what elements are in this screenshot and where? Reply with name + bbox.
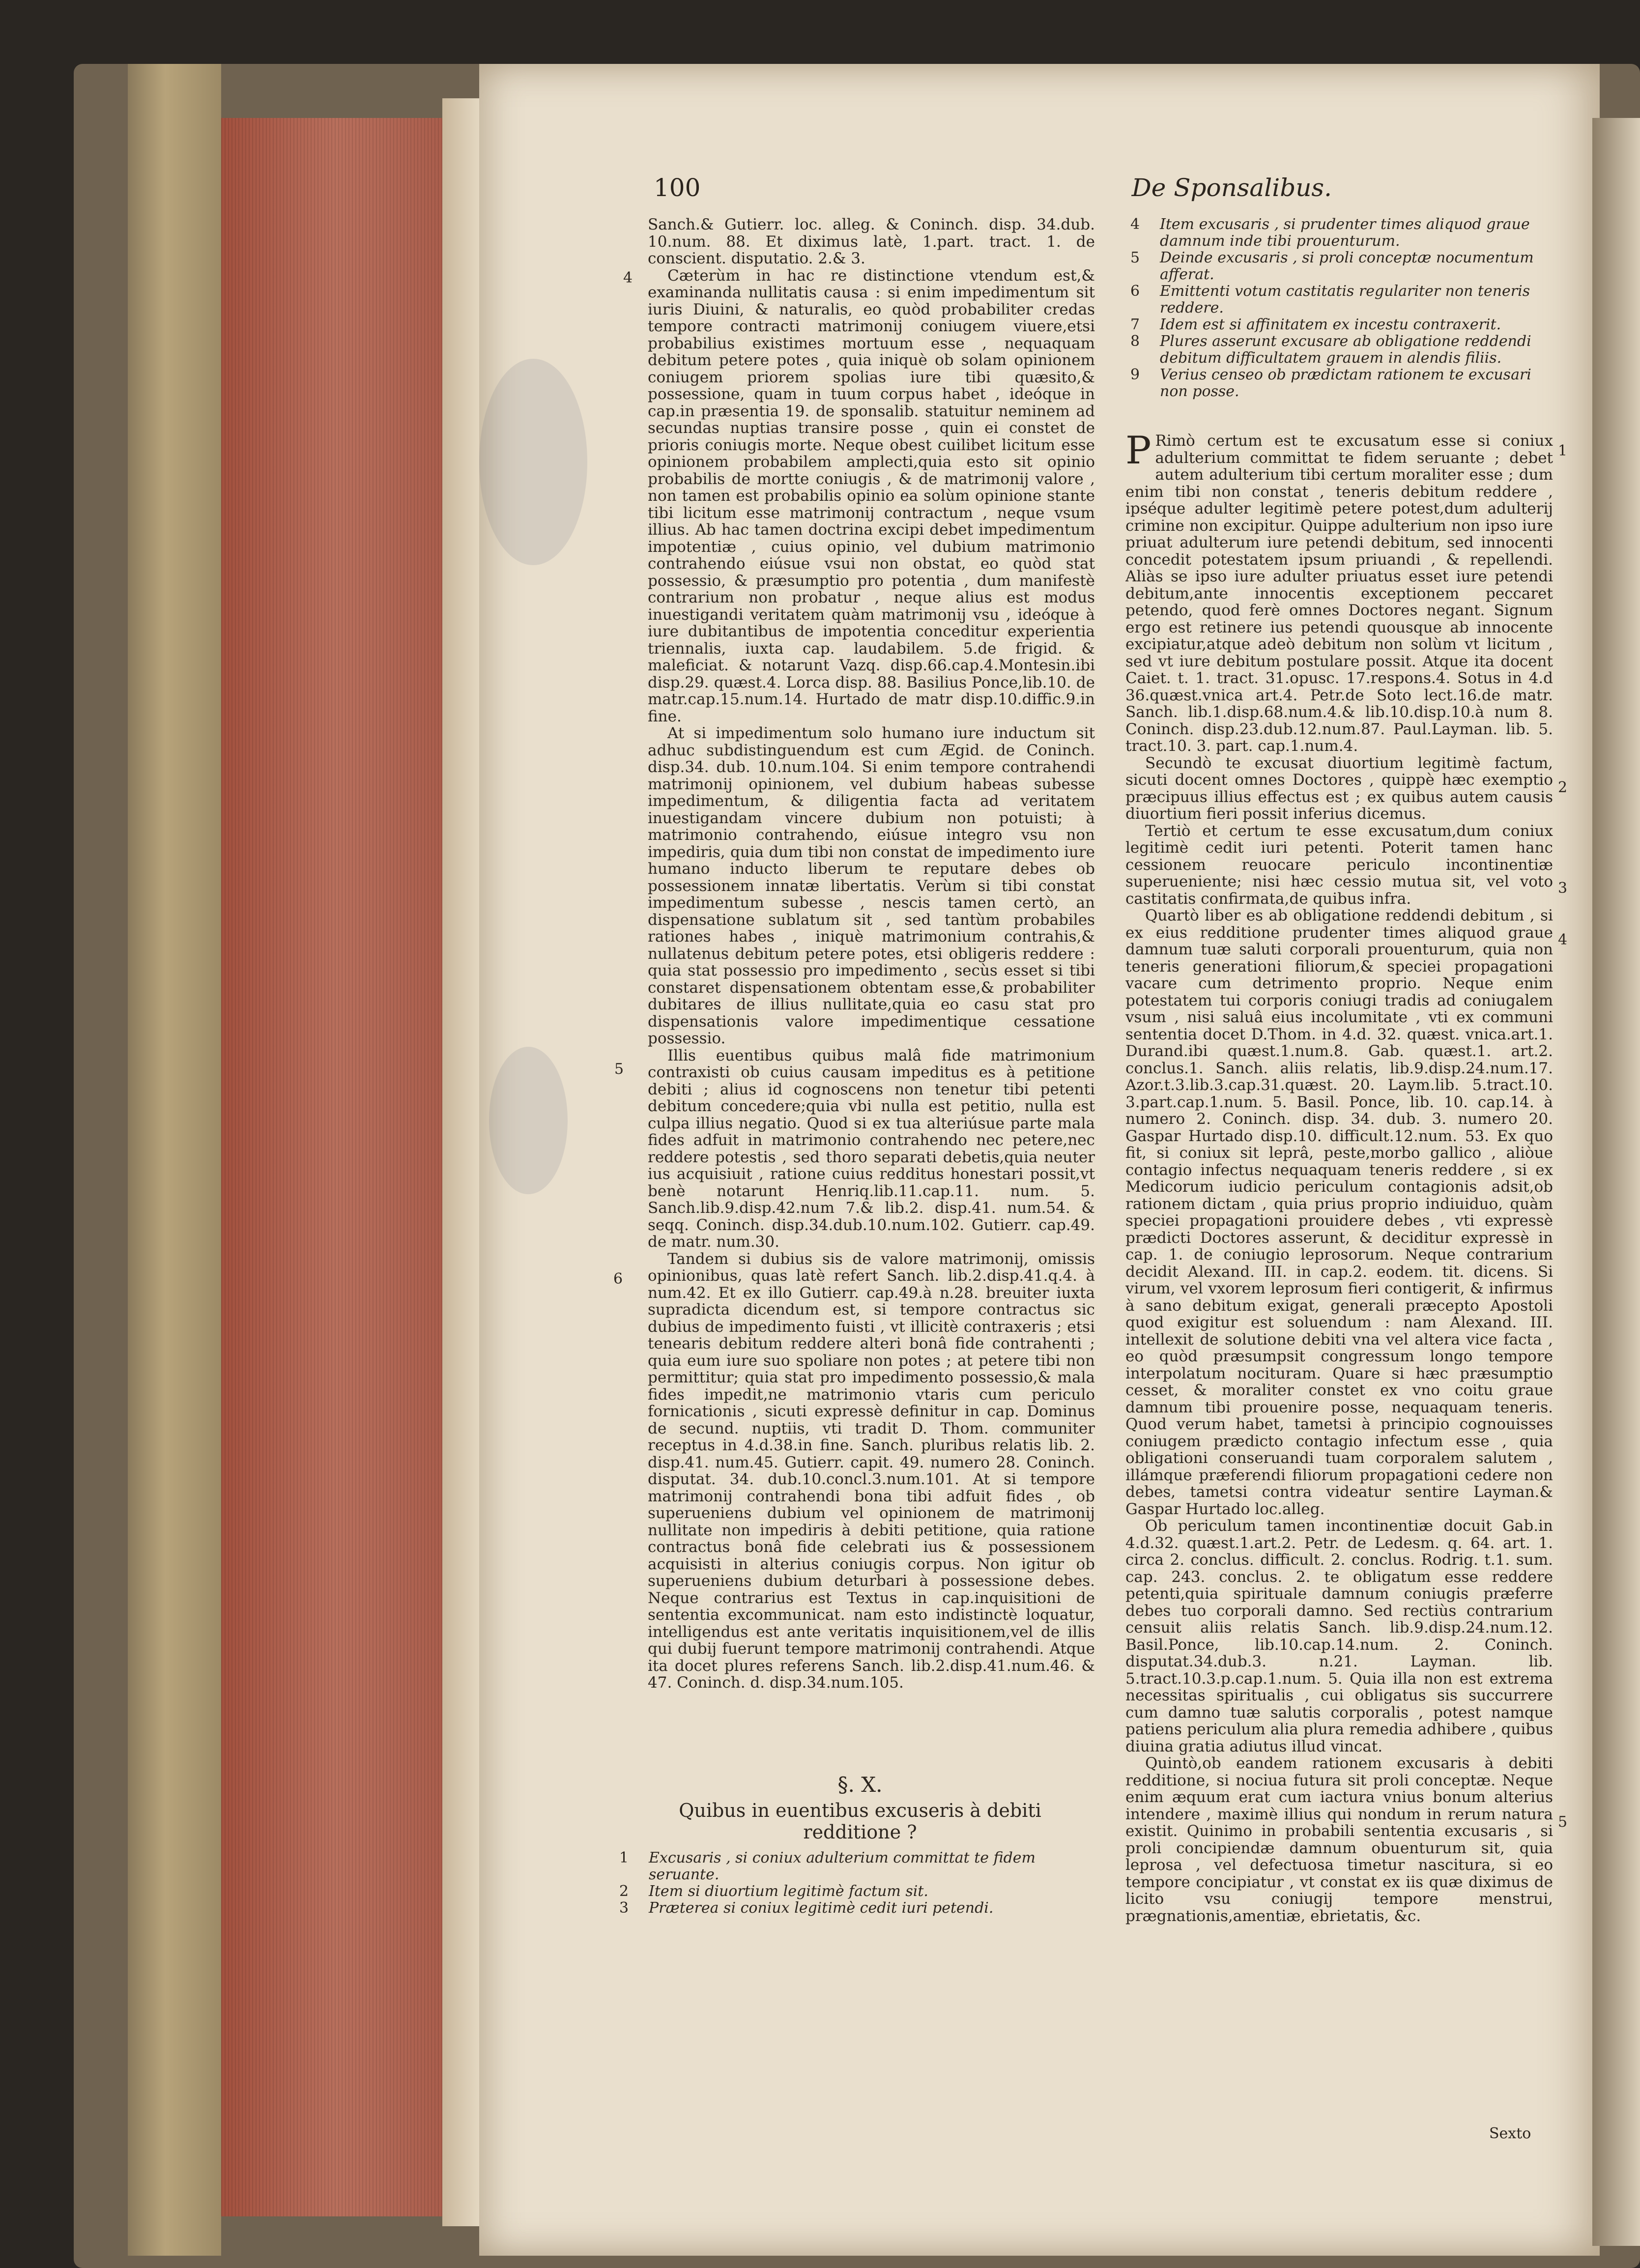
paragraph: Cæterùm in hac re distinctione vtendum est,& examinanda nullitatis causa : si enim impedimentum sit iuris Diuini, & naturalis, eo quòd probabiliter credas tempore contracti matrimonij coniugem viuere,etsi probabilius existimes mortuum esse , nequaquam debitum petere potes , quia iniquè ob solam opinionem coniugem priorem spolias iure tibi quæsito,& possessione, quam in tuum corpus habet , ideóque in cap.in præsentia 19. de sponsalib. statuitur neminem ad secundas nuptias transire posse , quin ei constet de prioris coniugis morte. Neque obest cuilibet licitum esse opinionem probabilem amplecti,quia esto sit opinio probabilis de mortte coniugis , & de matrimonij valore , non tamen est probabilis opinio ea solùm opinione stante tibi licitum esse matrimonij contractum , neque vsum illius. Ab hac tamen doctrina excipi debet impedimentum impotentiæ , cuius opinio, vel dubium matrimonio contrahendo eiúsue vsui non obstat, eo quòd stat possessio, & præsumptio pro potentia , dum manifestè contrarium non probatur , neque alius est modus inuestigandi veritatem quàm matrimonij vsu , ideóque à iure dubitantibus de impotentia conceditur experientia triennalis, iuxta cap. laudabilem. 5.de frigid. & maleficiat. & notarunt Vazq. disp.66.cap.4.Montesin.ibi disp.29. quæst.4. Lorca disp. 88. Basilius Ponce,lib.10. de matr.cap.15.num.14. Hurtado de matr disp.10.diffic.9.in fine.: [648, 266, 1095, 725]
summary-item: [1130, 283, 1553, 316]
paragraph: Secundò te excusat diuortium legitimè factum, sicuti docent omnes Doctores , quippè hæc exemptio præcipuus illius effectus est ; ex quibus autem causis diuortium fieri possit inferius dicemus.: [1125, 754, 1553, 823]
facing-page-edge: [1592, 118, 1640, 2246]
summary-text: Deinde excusaris , si proli conceptæ nocumentum afferat.: [1160, 249, 1534, 283]
summary-number: 3: [619, 1899, 629, 1917]
summary-text: Plures asserunt excusare ab obligatione reddendi debitum difficultatem grauem in alendis filiis.: [1160, 333, 1531, 367]
summary-number: 4: [1130, 216, 1140, 233]
paragraph: Ob periculum tamen incontinentiæ docuit Gab.in 4.d.32. quæst.1.art.2. Petr. de Ledesm. q. 64. art. 1. circa 2. conclus. difficult. 2. conclus. Rodrig. t.1. sum. cap. 243. conclus. 2. te obligatum esse reddere petenti,quia spirituale damnum coniugis præferre debes tuo corporali damno. Sed rectiùs contrarium censuit aliis relatis Sanch. lib.9.disp.24.num.12. Basil.Ponce, lib.10.cap.14.num. 2. Coninch. disputat.34.dub.3. n.21. Layman. lib. 5.tract.10.3.p.cap.1.num. 5. Quia illa non est extrema necessitas spiritualis , cui obligatus sis succurrere cum damno tuæ salutis corporalis , potest namque patiens periculum alia plura remedia adhibere , quibus diuina gratia adiutus illud vincat.: [1125, 1517, 1553, 1755]
summary-text: Idem est si affinitatem ex incestu contraxerit.: [1160, 316, 1501, 333]
paragraph: Quartò liber es ab obligatione reddendi debitum , si ex eius redditione prudenter times aliquod graue damnum tuæ saluti corporali prouenturum, quia non teneris generationi filiorum,& speciei propagationi vacare cum detrimento proprio. Neque enim potestatem tui corporis coniugi tradis ad coniugalem vsum , nisi saluâ eius incolumitate , vti ex communi sententia docet D.Thom. in 4.d. 32. quæst. vnica.art.1. Durand.ibi quæst.1.num.8. Gab. quæst.1. art.2. conclus.1. Sanch. aliis relatis, lib.9.disp.24.num.17. Azor.t.3.lib.3.cap.31.quæst. 20. Laym.lib. 5.tract.10. 3.part.cap.1.num. 5. Basil. Ponce, lib. 10. cap.14. à numero 2. Coninch. disp. 34. dub. 3. numero 20. Gaspar Hurtado disp.10. difficult.12.num. 53. Ex quo fit, si coniux sit leprâ, peste,morbo gallico , aliòue contagio infectus nequaquam teneris reddere , si ex Medicorum iudicio periculum contagionis adsit,ob rationem dictam , quia prius proprio indiuiduo, quàm speciei propagationi prouidere debes , vti expressè prædicti Doctores asserunt, & deciditur expressè in cap. 1. de coniugio leprosorum. Neque contrarium decidit Alexand. III. in cap.2. eodem. tit. dicens. Si virum, vel vxorem leprosum fieri contigerit, & infirmus à sano debitum exigat, generali præcepto Apostoli quod exigitur est soluendum : nam Alexand. III. intellexit de solutione debiti vna vel altera vice facta , eo quòd præsumpsit congressum longo tempore interpolatum nocituram. Quare si hæc præsumptio cesset, & moraliter constet ex vno coitu graue damnum tibi prouenire posse, nequaquam teneris. Quod verum habet, tametsi à principio cognouisses coniugem prædicto contagio infectum esse , quia obligationi conseruandi tuam corporalem salutem , illámque præferendi filiorum propagationi cedere non debes, tametsi contra videatur sentire Layman.& Gaspar Hurtado loc.alleg.: [1125, 907, 1553, 1518]
drop-cap: P: [1125, 432, 1151, 473]
page-number: 100: [654, 173, 701, 202]
summary-item: [619, 1850, 1101, 1883]
ink-stain: [489, 1047, 568, 1194]
summary-text: Præterea si coniux legitimè cedit iuri petendi.: [649, 1899, 994, 1917]
running-title: De Sponsalibus.: [1131, 173, 1332, 202]
summary-item: [619, 1900, 1101, 1917]
margin-number: 1: [1558, 442, 1568, 459]
summary-number: 7: [1130, 316, 1140, 333]
summary-text: Emittenti votum castitatis regulariter non teneris reddere.: [1160, 283, 1530, 316]
section-title: redditione ?: [803, 1821, 917, 1843]
section-sign: §. X.: [837, 1773, 883, 1797]
summary-text: Excusaris , si coniux adulterium committat te fidem seruante.: [649, 1849, 1036, 1883]
summary-text: Verius censeo ob prædictam rationem te excusari non posse.: [1160, 366, 1531, 400]
paragraph: Illis euentibus quibus malâ fide matrimonium contraxisti ob cuius causam impeditus es à petitione debiti ; alius id cognoscens non tenetur tibi petenti debitum concedere;quia vbi nulla est petitio, nulla est culpa illius negatio. Quod si ex tua alteriúsue parte mala fides adfuit in matrimonio contrahendo nec petere,nec reddere potestis , sed thoro separati debetis,quia neuter ius acquisiuit , ratione cuius redditus honestari possit,vt benè notarunt Henriq.lib.11.cap.11. num. 5. Sanch.lib.9.disp.42.num 7.& lib.2. disp.41. num.54. & seqq. Coninch. disp.34.dub.10.num.102. Gutierr. cap.49. de matr. num.30.: [648, 1046, 1095, 1251]
paragraph: Tandem si dubius sis de valore matrimonij, omissis opinionibus, quas latè refert Sanch. lib.2.disp.41.q.4. à num.42. Et ex illo Gutierr. cap.49.à n.28. breuiter iuxta supradicta dicendum est, si tempore contractus sic dubius de impedimento fuisti , vt illicitè contraxeris ; etsi tenearis debitum reddere alteri bonâ fide contrahenti ; quia eum iure suo spoliare non potes ; at petere tibi non permittitur; quia stat pro impedimento possessio,& mala fides impedit,ne matrimonio vtaris cum periculo fornicationis , sicuti expressè definitur in cap. Dominus de secund. nuptiis, vti tradit D. Thom. communiter receptus in 4.d.38.in fine. Sanch. pluribus relatis lib. 2. disp.41. num.45. Gutierr. capit. 49. numero 28. Coninch. disputat. 34. dub.10.concl.3.num.101. At si tempore matrimonij contrahendi bona tibi adfuit fides , ob superueniens dubium vel opinionem de matrimonij nullitate non impediris à debiti petitione, quia ratione contractus bonâ fide celebrati ius & possessionem acquisisti in alterius coniugis corpus. Non igitur ob superueniens dubium deturbari à possessione debes. Neque contrarius est Textus in cap.inquisitioni de sententia excommunicat. nam esto indistinctè loquatur, intelligendus est ante veritatis inquisitionem,vel de illis qui dubij fuerunt tempore matrimonij contrahendi. Atque ita docet plures referens Sanch. lib.2.disp.41.num.46. & 47. Coninch. d. disp.34.num.105.: [648, 1250, 1095, 1692]
ink-stain: [479, 359, 587, 565]
running-head: [654, 173, 1332, 207]
summary-item: [1130, 316, 1553, 333]
summary-text: Item excusaris , si prudenter times aliquod graue damnum inde tibi prouenturum.: [1160, 216, 1530, 250]
right-column: [1125, 432, 1553, 2113]
summary-number: 5: [1130, 249, 1140, 266]
margin-number: 2: [1558, 779, 1568, 796]
margin-number: 4: [623, 269, 633, 287]
paragraph: Tertiò et certum te esse excusatum,dum coniux legitimè cedit iuri petenti. Poterit tamen hanc cessionem reuocare periculo incontinentiæ superueniente; nisi hæc cessio mutua sit, vel voto castitatis confirmata,de quibus infra.: [1125, 822, 1553, 908]
margin-number: 4: [1558, 931, 1568, 948]
catchword: Sexto: [1489, 2125, 1531, 2142]
paragraph: At si impedimentum solo humano iure inductum sit adhuc subdistinguendum est cum Ægid. de Coninch. disp.34. dub. 10.num.104. Si enim tempore contrahendi matrimonij opinionem, vel dubium habeas subesse impedimentum, & diligentia facta ad veritatem inuestigandam vincere dubium non potuisti; à matrimonio contrahendo, eiúsue integro vsu non impediris, quia dum tibi non constat de impedimento iure humano inducto liberum te reputare debes ob possessionem innatæ libertatis. Verùm si tibi constat impedimentum subesse , nescis tamen certò, an dispensatione sublatum sit , sed tantùm probabiles rationes habes , iniquè matrimonium contrahis,& nullatenus debitum petere potes, etsi obligeris reddere : quia stat possessio pro impedimento , secùs esset si tibi constaret dispensationem obtentam esse,& probabiliter dubitares de illius nullitate,quia eo casu stat pro dispensationis valore impedimentique cessatione possessio.: [648, 724, 1095, 1047]
summary-number: 8: [1130, 333, 1140, 350]
summary-item: [1130, 333, 1553, 367]
paragraph: Quintò,ob eandem rationem excusaris à debiti redditione, si nociua futura sit proli conceptæ. Neque enim æquum erat cum iactura vnius bonum alterius intendere , maximè illius qui nondum in rerum natura existit. Quinimo in probabili sententia excusaris , si proli concipiendæ damnum obuenturum sit, quia leprosa , vel defectuosa timetur nascitura, si eo tempore concipiatur , vt constat ex iis quæ diximus de licito vsu coniugij tempore menstrui, prægnationis,amentiæ, ebrietatis, &c.: [1125, 1754, 1553, 1925]
margin-number: 5: [614, 1061, 624, 1078]
page-stack-edge: [442, 98, 479, 2226]
summary-item: [1130, 250, 1553, 283]
section-block: [619, 1762, 1101, 1949]
margin-number: 6: [613, 1270, 623, 1288]
paragraph: Sanch.& Gutierr. loc. alleg. & Coninch. disp. 34.dub. 10.num. 88. Et diximus latè, 1.part. tract. 1. de conscient. disputatio. 2.& 3.: [648, 216, 1095, 267]
margin-number: 5: [1558, 1813, 1568, 1831]
summary-item: [1130, 367, 1553, 400]
summary-number: 6: [1130, 283, 1140, 300]
summary-number: 9: [1130, 366, 1140, 383]
summary-number: 2: [619, 1882, 629, 1900]
summary-number: 1: [619, 1849, 629, 1866]
section-title: Quibus in euentibus excuseris à debiti: [679, 1799, 1041, 1821]
summary-text: Item si diuortium legitimè factum sit.: [649, 1882, 928, 1900]
paragraph: [1125, 432, 1553, 755]
book-spine-edge: [128, 64, 221, 2256]
margin-number: 3: [1558, 880, 1568, 897]
summary-item: [619, 1883, 1101, 1900]
summary-item: [1130, 216, 1553, 250]
left-column: [648, 216, 1095, 1956]
paragraph-text: Rimò certum est te excusatum esse si coniux adulterium committat te fidem seruante ; debet autem adulterium tibi certum moraliter esse ; dum enim tibi non constat , teneris debitum reddere , ipséque adulter legitimè petere potest,dum adulterij crimine non excipitur. Quippe adulterium non ipso iure priuat adulterum iure petendi debitum, sed innocenti concedit potestatem ipsum priuandi , & repellendi. Aliàs se ipso iure adulter priuatus esset iure petendi debitum,ante innocentis exceptionem peccaret petendo, quod ferè omnes Doctores negant. Signum ergo est retinere ius petendi quousque ab innocente excipiatur,atque adeò debitum non solùm vt licitum , sed vt iure debitum postulare possit. Atque ita docent Caiet. t. 1. tract. 31.opusc. 17.respons.4. Sotus in 4.d 36.quæst.vnica art.4. Petr.de Soto lect.16.de matr. Sanch. lib.1.disp.68.num.4.& lib.10.disp.10.à num 8. Coninch. disp.23.dub.12.num.87. Paul.Layman. lib. 5. tract.10. 3. part. cap.1.num.4.: [1125, 432, 1553, 755]
red-page-edges: [221, 118, 477, 2216]
right-summary: [1130, 216, 1553, 432]
